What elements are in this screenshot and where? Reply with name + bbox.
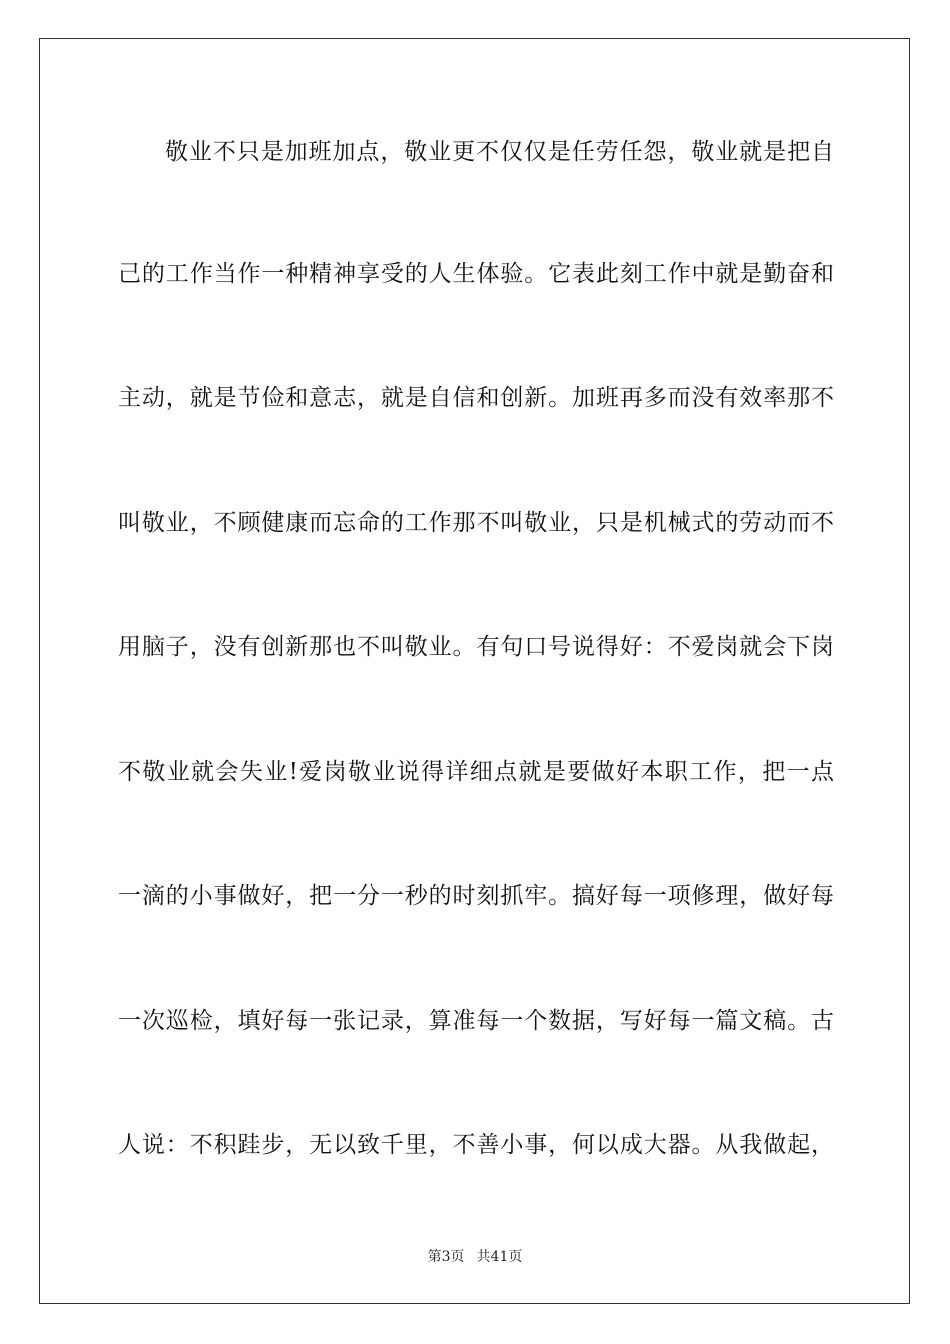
paragraph-line: 一次巡检，填好每一张记录，算准每一个数据，写好每一篇文稿。古 bbox=[118, 1008, 834, 1034]
paragraph-line: 主动，就是节俭和意志，就是自信和创新。加班再多而没有效率那不 bbox=[118, 385, 834, 411]
paragraph-line: 敬业不只是加班加点，敬业更不仅仅是任劳任怨，敬业就是把自 bbox=[165, 139, 834, 165]
paragraph-line: 己的工作当作一种精神享受的人生体验。它表此刻工作中就是勤奋和 bbox=[118, 261, 834, 287]
total-pages: 共41页 bbox=[476, 1249, 523, 1265]
paragraph-line: 一滴的小事做好，把一分一秒的时刻抓牢。搞好每一项修理，做好每 bbox=[118, 883, 834, 909]
paragraph-line: 不敬业就会失业!爱岗敬业说得详细点就是要做好本职工作，把一点 bbox=[118, 759, 834, 785]
paragraph-line: 用脑子，没有创新那也不叫敬业。有句口号说得好：不爱岗就会下岗 bbox=[118, 634, 834, 660]
paragraph-line: 人说：不积跬步，无以致千里，不善小事，何以成大器。从我做起， bbox=[118, 1132, 834, 1158]
page-number: 第3页 bbox=[427, 1249, 465, 1265]
paragraph-line: 叫敬业，不顾健康而忘命的工作那不叫敬业，只是机械式的劳动而不 bbox=[118, 510, 834, 536]
page-footer bbox=[0, 1248, 950, 1266]
page-frame bbox=[39, 38, 910, 1304]
